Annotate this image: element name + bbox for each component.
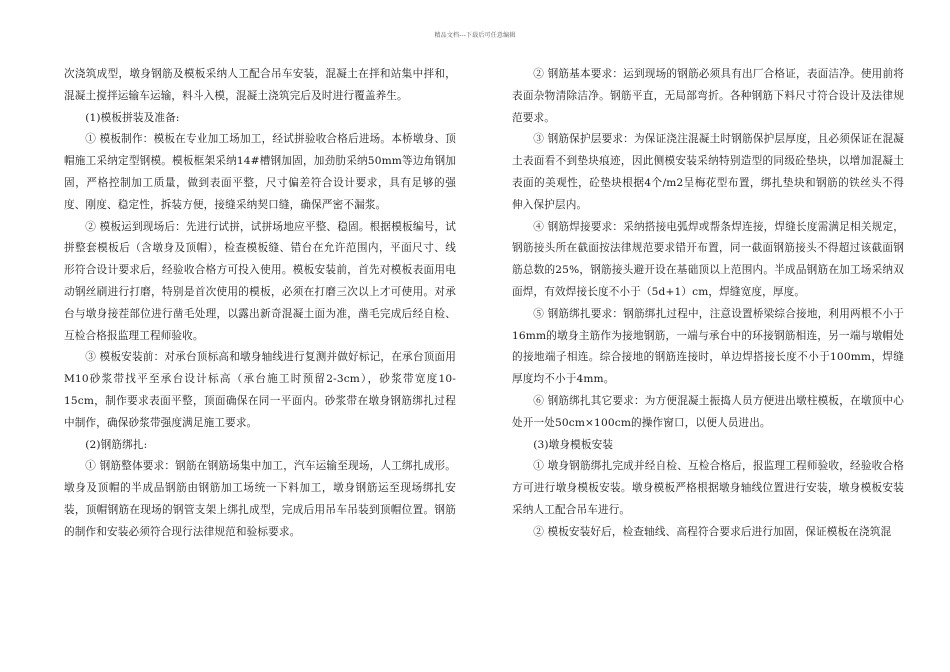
paragraph: ④ 钢筋焊接要求：采纳搭接电弧焊或帮条焊连接，焊缝长度需满足相关规定，钢筋接头所在截面按法律规范要求错开布置，同一截面钢筋接头不得超过该截面钢筋总数的25%，钢筋接头避开设在基础顶以上范围内。半成品钢筋在加工场采纳双面焊，有效焊接长度不小于（5d+1）cm，焊缝宽度，厚度。 [512,220,904,298]
paragraph: ② 钢筋基本要求：运到现场的钢筋必须具有出厂合格证，表面洁净。使用前将表面杂物清除洁净。钢筋平直，无局部弯折。各种钢筋下料尺寸符合设计及法律规范要求。 [512,68,904,124]
paragraph: ① 墩身钢筋绑扎完成并经自检、互检合格后，报监理工程师验收，经验收合格方可进行墩身模板安装。墩身模板严格根据墩身轴线位置进行安装，墩身模板安装采纳人工配合吊车进行。 [512,460,904,516]
section-heading-pier-formwork: (3)墩身模板安装 [533,438,614,451]
paragraph: 次浇筑成型，墩身钢筋及模板采纳人工配合吊车安装，混凝土在拌和站集中拌和，混凝土搅拌运输车运输，料斗入模，混凝土浇筑完后及时进行覆盖养生。 [64,68,456,102]
paragraph: ② 模板安装好后，检查轴线、高程符合要求后进行加固，保证模板在浇筑混 [533,525,892,538]
paragraph: ⑥ 钢筋绑扎其它要求：为方便混凝土振捣人员方便进出墩柱模板，在墩顶中心处开一处50cm×100cm的操作窗口，以便人员进出。 [512,394,904,429]
page-header: 精品文档---下载后可任意编辑 [434,32,516,39]
right-column [512,64,904,544]
left-column [64,64,456,544]
section-heading-rebar: (2)钢筋绑扎: [85,438,148,451]
paragraph: ③ 钢筋保护层要求：为保证浇注混凝土时钢筋保护层厚度，且必须保证在混凝土表面看不到垫块痕迹，因此侧模安装采纳特别造型的同级砼垫块，以增加混凝土表面的美观性，砼垫块根据4个/m2呈梅花型布置，绑扎垫块和钢筋的铁丝头不得伸入保护层内。 [512,133,904,211]
paragraph: ② 模板运到现场后：先进行试拼，试拼场地应平整、稳固。根据模板编号，试拼整套模板后（含墩身及顶帽），检查模板缝、错台在允许范围内，平面尺寸、线形符合设计要求后，经验收合格方可投入使用。模板安装前，首先对模板表面用电动钢丝刷进行打磨，特别是首次使用的模板，必须在打磨三次以上才可使用。对承台与墩身接茬部位进行凿毛处理，以露出新奇混凝土面为准，凿毛完成后经自检、互检合格报监理工程师验收。 [64,220,456,342]
paragraph: ③ 模板安装前：对承台顶标高和墩身轴线进行复测并做好标记，在承台顶面用M10砂浆带找平至承台设计标高（承台施工时预留2-3cm），砂浆带宽度10-15cm，制作要求表面平整，顶面确保在同一平面内。砂浆带在墩身钢筋绑扎过程中制作，确保砂浆带强度满足施工要求。 [64,351,456,429]
paragraph: ⑤ 钢筋绑扎要求：钢筋绑扎过程中，注意设置桥梁综合接地，利用两根不小于16mm的墩身主筋作为接地钢筋，一端与承台中的环接钢筋相连，另一端与墩帽处的接地端子相连。综合接地的钢筋连接时，单边焊搭接长度不小于100mm，焊缝厚度均不小于4mm。 [512,307,904,386]
paragraph: ① 钢筋整体要求：钢筋在钢筋场集中加工，汽车运输至现场，人工绑扎成形。墩身及顶帽的半成品钢筋由钢筋加工场统一下料加工，墩身钢筋运至现场绑扎安装，顶帽钢筋在现场的钢管支架上绑扎成型，完成后用吊车吊装到顶帽位置。钢筋的制作和安装必须符合现行法律规范和验标要求。 [64,460,456,538]
paragraph: ① 模板制作：模板在专业加工场加工，经试拼验收合格后进场。本桥墩身、顶帽施工采纳定型钢模。模板框架采纳14#槽钢加固，加劲肋采纳50mm等边角钢加固，严格控制加工质量，做到表面平整，尺寸偏差符合设计要求，具有足够的强度、刚度、稳定性，拆装方便，接缝采纳契口缝，确保严密不漏浆。 [64,133,456,211]
section-heading-formwork: (1)模板拼装及准备: [85,111,180,124]
